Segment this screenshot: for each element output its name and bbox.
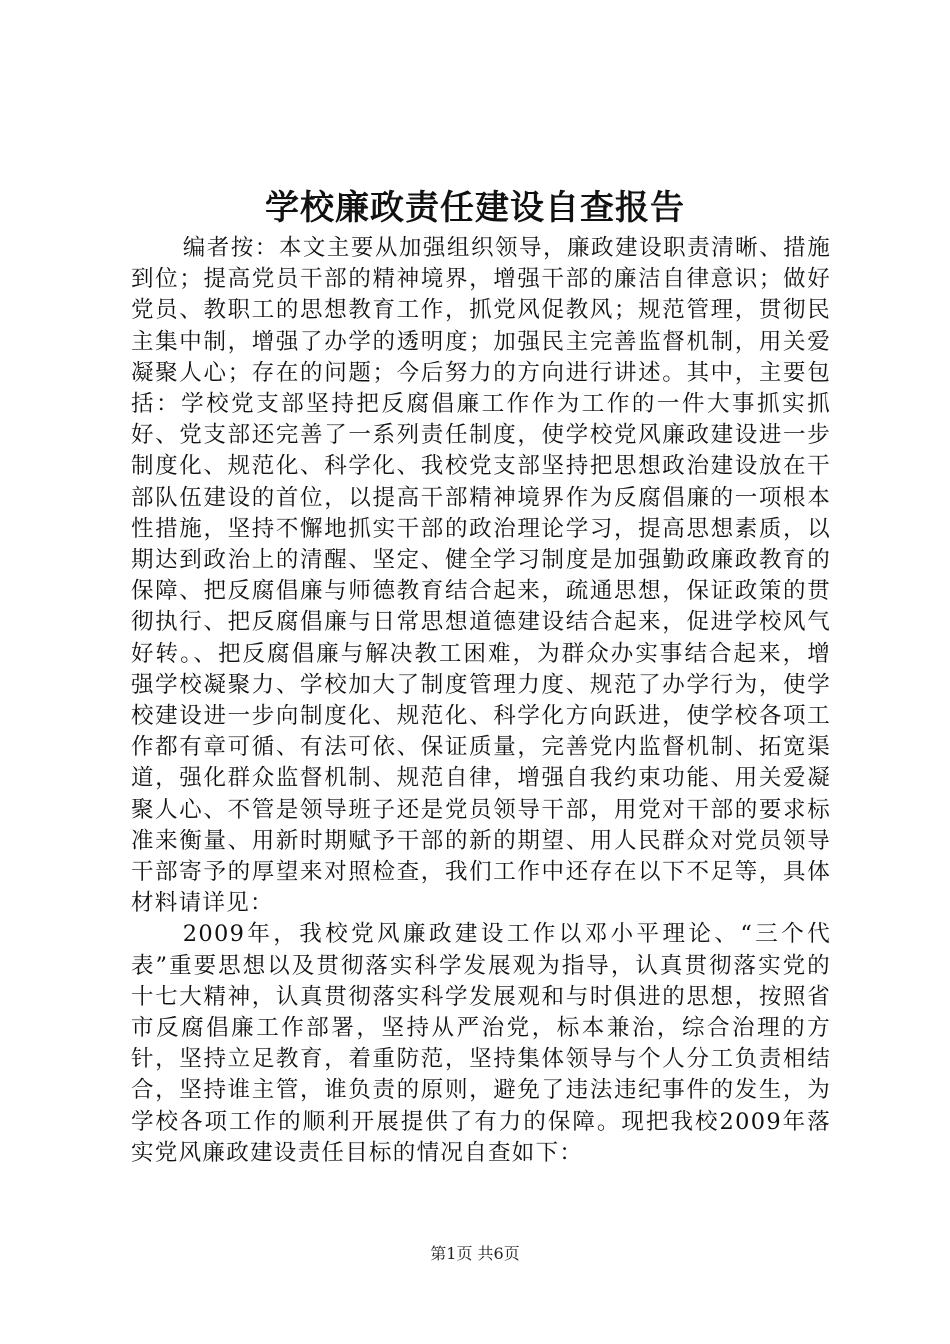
editor-note-paragraph: 编者按：本文主要从加强组织领导，廉政建设职责清晰、措施到位；提高党员干部的精神境界，增强干部的廉洁自律意识；做好党员、教职工的思想教育工作，抓党风促教风；规范管理，贯彻民主集中制，增强了办学的透明度；加强民主完善监督机制，用关爱凝聚人心；存在的问题；今后努力的方向进行讲述。其中，主要包括：学校党支部坚持把反腐倡廉工作作为工作的一件大事抓实抓好、党支部还完善了一系列责任制度，使学校党风廉政建设进一步制度化、规范化、科学化、我校党支部坚持把思想政治建设放在干部队伍建设的首位，以提高干部精神境界作为反腐倡廉的一项根本性措施，坚持不懈地抓实干部的政治理论学习，提高思想素质，以期达到政治上的清醒、坚定、健全学习制度是加强勤政廉政教育的保障、把反腐倡廉与师德教育结合起来，疏通思想，保证政策的贯彻执行、把反腐倡廉与日常思想道德建设结合起来，促进学校风气好转。、把反腐倡廉与解决教工困难，为群众办实事结合起来，增强学校凝聚力、学校加大了制度管理力度、规范了办学行为，使学校建设进一步向制度化、规范化、科学化方向跃进，使学校各项工作都有章可循、有法可依、保证质量，完善党内监督机制、拓宽渠道，强化群众监督机制、规范自律，增强自我约束功能、用关爱凝聚人心、不管是领导班子还是党员领导干部，用党对干部的要求标准来衡量、用新时期赋予干部的新的期望、用人民群众对党员领导干部寄予的厚望来对照检查，我们工作中还存在以下不足等，具体材料请详见： [131,235,831,917]
document-body [131,233,831,1169]
body-paragraph: 2009年，我校党风廉政建设工作以邓小平理论、“三个代表”重要思想以及贯彻落实科学发展观为指导，认真贯彻落实党的十七大精神，认真贯彻落实科学发展观和与时俱进的思想，按照省市反腐倡廉工作部署，坚持从严治党，标本兼治，综合治理的方针，坚持立足教育，着重防范，坚持集体领导与个人分工负责相结合，坚持谁主管，谁负责的原则，避免了违法违纪事件的发生，为学校各项工作的顺利开展提供了有力的保障。现把我校2009年落实党风廉政建设责任目标的情况自查如下： [131,921,831,1166]
page-number-footer: 第1页 共6页 [430,1244,520,1263]
document-title: 学校廉政责任建设自查报告 [265,188,685,228]
